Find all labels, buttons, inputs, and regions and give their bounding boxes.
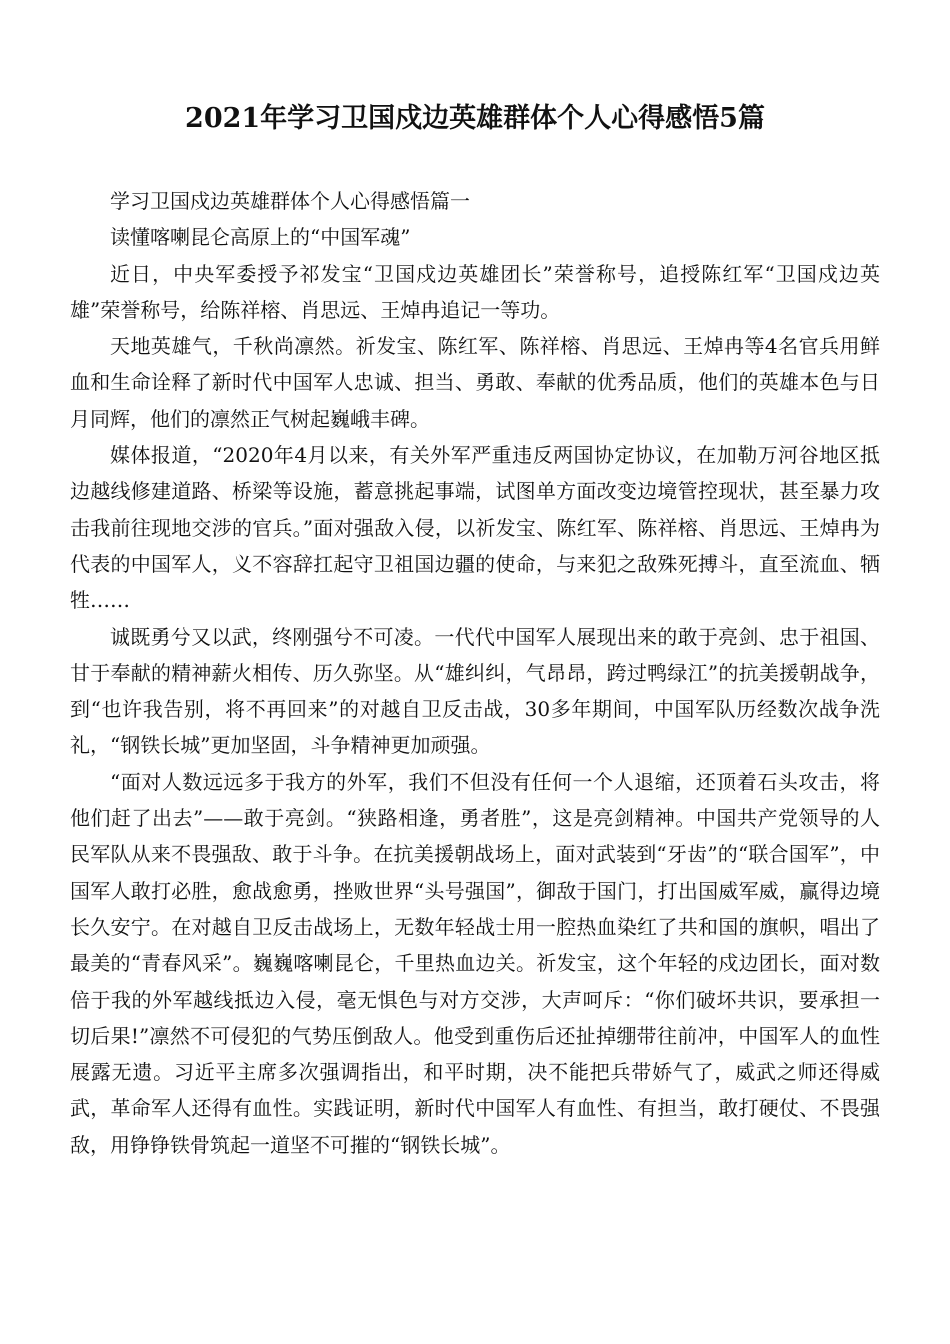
body-paragraph: “面对人数远远多于我方的外军，我们不但没有任何一个人退缩，还顶着石头攻击，将他们赶了出去”——敢于亮剑。“狭路相逢，勇者胜”，这是亮剑精神。中国共产党领导的人民军队从来不畏强敌、敢于斗争。在抗美援朝战场上，面对武装到“牙齿”的“联合国军”，中国军人敢打必胜，愈战愈勇，挫败世界“头号强国”，御敌于国门，打出国威军威，赢得边境长久安宁。在对越自卫反击战场上，无数年轻战士用一腔热血染红了共和国的旗帜，唱出了最美的“青春风采”。巍巍喀喇昆仑，千里热血边关。祈发宝，这个年轻的戍边团长，面对数倍于我的外军越线抵边入侵，毫无惧色与对方交涉，大声呵斥：“你们破坏共识，要承担一切后果!”凛然不可侵犯的气势压倒敌人。他受到重伤后还扯掉绷带往前冲，中国军人的血性展露无遗。习近平主席多次强调指出，和平时期，决不能把兵带娇气了，威武之师还得威武，革命军人还得有血性。实践证明，新时代中国军人有血性、有担当，敢打硬仗、不畏强敌，用铮铮铁骨筑起一道坚不可摧的“钢铁长城”。 xyxy=(70,769,880,1157)
body-paragraph: 天地英雄气，千秋尚凛然。祈发宝、陈红军、陈祥榕、肖思远、王焯冉等4名官兵用鲜血和生命诠释了新时代中国军人忠诚、担当、勇敢、奉献的优秀品质，他们的英雄本色与日月同辉，他们的凛然正气树起巍峨丰碑。 xyxy=(70,334,880,431)
body-paragraph: 近日，中央军委授予祁发宝“卫国戍边英雄团长”荣誉称号，追授陈红军“卫国戍边英雄”荣誉称号，给陈祥榕、肖思远、王焯冉追记一等功。 xyxy=(70,261,880,322)
document-title: 2021年学习卫国戍边英雄群体个人心得感悟5篇 xyxy=(185,103,765,134)
article-subtitle: 读懂喀喇昆仑高原上的“中国军魂” xyxy=(110,225,411,250)
body-paragraph: 诚既勇兮又以武，终刚强兮不可凌。一代代中国军人展现出来的敢于亮剑、忠于祖国、甘于奉献的精神薪火相传、历久弥坚。从“雄纠纠，气昂昂，跨过鸭绿江”的抗美援朝战争，到“也许我告别，将不再回来”的对越自卫反击战，30多年期间，中国军队历经数次战争洗礼，“钢铁长城”更加坚固，斗争精神更加顽强。 xyxy=(70,624,880,758)
document-body xyxy=(70,183,880,1163)
body-paragraph: 媒体报道，“2020年4月以来，有关外军严重违反两国协定协议，在加勒万河谷地区抵边越线修建道路、桥梁等设施，蓄意挑起事端，试图单方面改变边境管控现状，甚至暴力攻击我前往现地交涉的官兵。”面对强敌入侵，以祈发宝、陈红军、陈祥榕、肖思远、王焯冉为代表的中国军人，义不容辞扛起守卫祖国边疆的使命，与来犯之敌殊死搏斗，直至流血、牺牲…… xyxy=(70,443,880,613)
section-heading: 学习卫国戍边英雄群体个人心得感悟篇一 xyxy=(110,189,470,213)
